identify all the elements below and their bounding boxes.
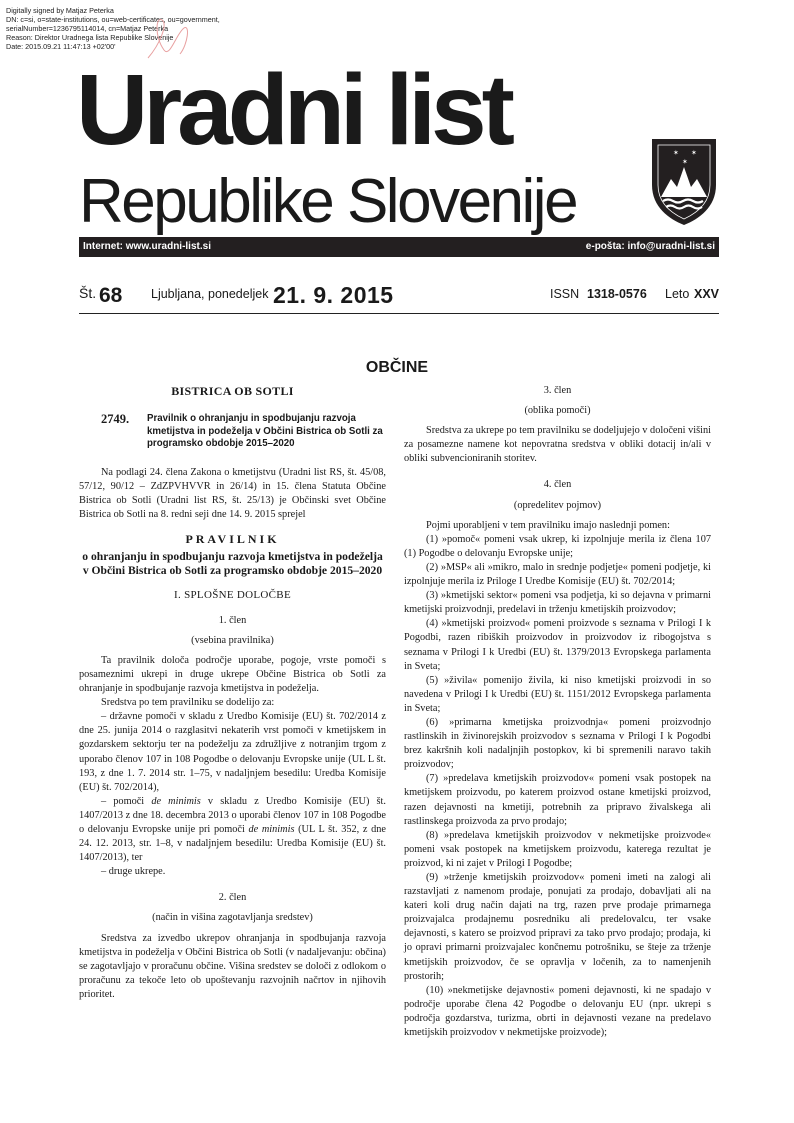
issue-info [79, 281, 719, 314]
article-name: (vsebina pravilnika) [191, 634, 274, 646]
svg-text:✶: ✶ [673, 149, 679, 157]
svg-text:✶: ✶ [682, 158, 688, 166]
issue-number: 68 [99, 284, 123, 307]
year-value: XXV [694, 287, 720, 301]
definition-item: (8) »predelava kmetijskih proizvodov v nekmetijske proizvode« pomeni vsak postopek na kmetijskem proizvodu, katerega rezultat je proizvod, ki ni zajet v Prilogi I Pogodbe; [404, 829, 711, 869]
definition-item: (6) »primarna kmetijska proizvodnja« pomeni proizvodnjo rastlinskih in živinorejskih proizvodov s seznama v Prilogi I k Pogodbi brez kakršnih koli nadaljnjih postopkov, ki bi spremenili naravo takih proizvodov; [404, 716, 711, 771]
definition-item: (5) »živila« pomenijo živila, ki niso kmetijski proizvodi in so navedena v Prilogi I k Uredbi (EU) št. 1151/2012 Evropskega parlamenta in Sveta; [404, 674, 711, 714]
contact-bar [79, 237, 719, 257]
article-name: (način in višina zagotavljanja sredstev) [152, 912, 313, 924]
signature-line: serialNumber=1236795114014, cn=Matjaz Peterka [6, 24, 169, 34]
list-item: – državne pomoči v skladu z Uredbo Komisije (EU) št. 702/2014 z dne 25. junija 2014 o razglasitvi nekaterih vrst pomoči v kmetijskem in gozdarskem sektorju ter na podeželju za združljive z notranjim trgom z uporabo členov 107 in 108 Pogodbe o delovanju Evropske unije (UL L št. 193, z dne 1. 7. 2014 str. 1–75, v nadaljnjem besedilu: Uredba Komisije (EU) št. 702/2014), [79, 711, 386, 793]
signature-line: Reason: Direktor Uradnega lista Republike Slovenije [6, 33, 174, 43]
definition-item: (4) »kmetijski proizvod« pomeni proizvode s seznama v Prilogi I k Pogodbi, razen ribiških proizvodov in proizvodov iz ribogojstva s seznama v Prilogi I k Uredbi (EU) št. 1379/2013 Evropskega parlamenta in Sveta; [404, 618, 711, 672]
definition-item: (9) »trženje kmetijskih proizvodov« pomeni imeti na zalogi ali razstavljati z namenom prodaje, ponujati za prodajo, dobavljati ali na kateri koli drug način dajati na trg, razen prve prodaje primarnega proizvajalca prodajnemu posredniku ali predelovalcu, ter vsake dejavnosti, s katero se proizvod pripravi za tako prvo prodajo; prodaja, ki jo opravi primarni proizvajalec končnemu potrošniku, se šteje za trženje kmetijskih proizvodov, če se opravlja v ločenih, za to namenjenih prostorih; [404, 872, 711, 982]
definition-item: (7) »predelava kmetijskih proizvodov« pomeni vsak postopek na kmetijskem proizvodu, po katerem proizvod ostane kmetijski proizvod, razen dejavnosti na kmetiji, potrebnih za pripravo živalskega ali rastlinskega proizvoda za prvo prodajo; [404, 773, 711, 827]
signature-line: Date: 2015.09.21 11:47:13 +02'00' [6, 42, 116, 52]
municipality-heading: BISTRICA OB SOTLI [171, 384, 294, 398]
signature-line: Digitally signed by Matjaz Peterka [6, 6, 114, 15]
document-type: PRAVILNIK [185, 532, 280, 547]
text: – pomoči [101, 795, 152, 807]
paragraph: Sredstva po tem pravilniku se dodelijo za: [101, 697, 275, 709]
article-name: (oblika pomoči) [524, 405, 591, 417]
definition-item: (1) »pomoč« pomeni vsak ukrep, ki izpolnjuje merila iz člena 107 (1) Pogodbe o delovanju Evropske unije; [404, 533, 711, 559]
paragraph: Ta pravilnik določa področje uporabe, pogoje, vrste pomoči s posameznimi ukrepi in druge ukrepe Občine Bistrica ob Sotli za ohranjanje in spodbujanje razvoja kmetijstva in podeželja. [79, 654, 386, 695]
coat-of-arms-icon [649, 135, 719, 227]
definition-item: (10) »nekmetijske dejavnosti« pomeni dejavnosti, ki ne spadajo v področje uporabe člena 42 Pogodbe o delovanju EU (npr. ukrepi s področja gozdarstva, turizma, obrti in dejavnosti vezane na predelavo kmetijskih proizvodov v nekmetijske proizvode); [404, 984, 711, 1039]
article-number: 3. člen [543, 385, 572, 396]
preamble: Na podlagi 24. člena Zakona o kmetijstvu (Uradni list RS, št. 45/08, 57/12, 90/12 – ZdZPVHVVR in 26/14) in 15. člena Statuta Občine Bistrica ob Sotli (Uradni list RS, št. 25/13) je Občinski svet Občine Bistrica ob Sotli na 8. redni seji dne 14. 9. 2015 sprejel [79, 467, 386, 521]
masthead-subtitle: Republike Slovenije [79, 167, 577, 236]
act-title: Pravilnik o ohranjanju in spodbujanju razvoja kmetijstva in podeželja v Občini Bistrica ob Sotli za programsko obdobje 2015–2020 [147, 413, 383, 450]
issn-value: 1318-0576 [587, 287, 647, 301]
text: v skladu z Uredbo Komisije (EU) št. 1407/2013 z dne 18. decembra 2013 o uporabi členov 107 in 108 Pogodbe o delovanju Evropske unije pri pomoči [79, 795, 386, 835]
signature-line: DN: c=si, o=state-institutions, ou=web-certificates, ou=government, [6, 15, 220, 25]
paragraph: Sredstva za izvedbo ukrepov ohranjanja in spodbujanja razvoja kmetijstva in podeželja v Občini Bistrica ob Sotli (v nadaljevanju: občina) se zagotavljajo v proračunu občine. Višina sredstev se določi z odlokom o proračunu za tekoče leto ob upoštevanju razvojnih načrtov in njihovih prioritet. [79, 932, 386, 1000]
issue-place: Ljubljana, ponedeljek [151, 287, 269, 301]
article-name: (opredelitev pojmov) [513, 499, 602, 511]
act-header [79, 412, 386, 458]
svg-text:✶: ✶ [691, 149, 697, 157]
chapter-heading: I. SPLOŠNE DOLOČBE [174, 588, 291, 601]
email-link[interactable]: e-pošta: info@uradni-list.si [585, 241, 715, 252]
italic-term: de minimis [248, 823, 295, 835]
list-item: – druge ukrepe. [101, 866, 166, 878]
masthead-title: Uradni list [76, 54, 510, 166]
article-number: 4. člen [543, 479, 572, 491]
article-number: 2. člen [218, 892, 247, 904]
website-link[interactable]: Internet: www.uradni-list.si [83, 241, 211, 252]
section-title: OBČINE [365, 359, 429, 376]
article-number: 1. člen [218, 614, 247, 626]
paragraph: Pojmi uporabljeni v tem pravilniku imajo naslednji pomen: [426, 519, 670, 531]
left-column [79, 384, 386, 1002]
italic-term: de minimis [151, 795, 201, 807]
right-column [404, 384, 711, 1040]
issue-number-label: Št. [79, 285, 97, 301]
document-subtitle: o ohranjanju in spodbujanju razvoja kmetijstva in podeželja v Občini Bistrica ob Sotli za programsko obdobje 2015–2020 [82, 549, 383, 577]
issue-date: 21. 9. 2015 [273, 282, 394, 308]
text: (UL L št. 352, z dne 24. 12. 2013, str. 1–8, v nadaljnjem besedilu: Uredba Komisije (EU) št. 1407/2013), ter [79, 823, 386, 864]
definition-item: (2) »MSP« ali »mikro, malo in srednje podjetje« pomeni podjetje, ki izpolnjuje merila iz Priloge I Uredbe Komisije (EU) št. 702/2014; [404, 561, 711, 588]
year-label: Leto [665, 287, 690, 301]
list-item [79, 795, 386, 865]
paragraph: Sredstva za ukrepe po tem pravilniku se dodeljujejo v določeni višini za posamezne namene kot nepovratna sredstva v obliki dotacij in/ali v obliki subvencioniranih storitev. [404, 425, 711, 465]
definition-item: (3) »kmetijski sektor« pomeni vsa podjetja, ki so dejavna v primarni kmetijski proizvodnji, predelavi in trženju kmetijskih proizvodov; [404, 590, 711, 616]
issn-label: ISSN [550, 287, 580, 301]
act-number: 2749. [101, 412, 130, 427]
